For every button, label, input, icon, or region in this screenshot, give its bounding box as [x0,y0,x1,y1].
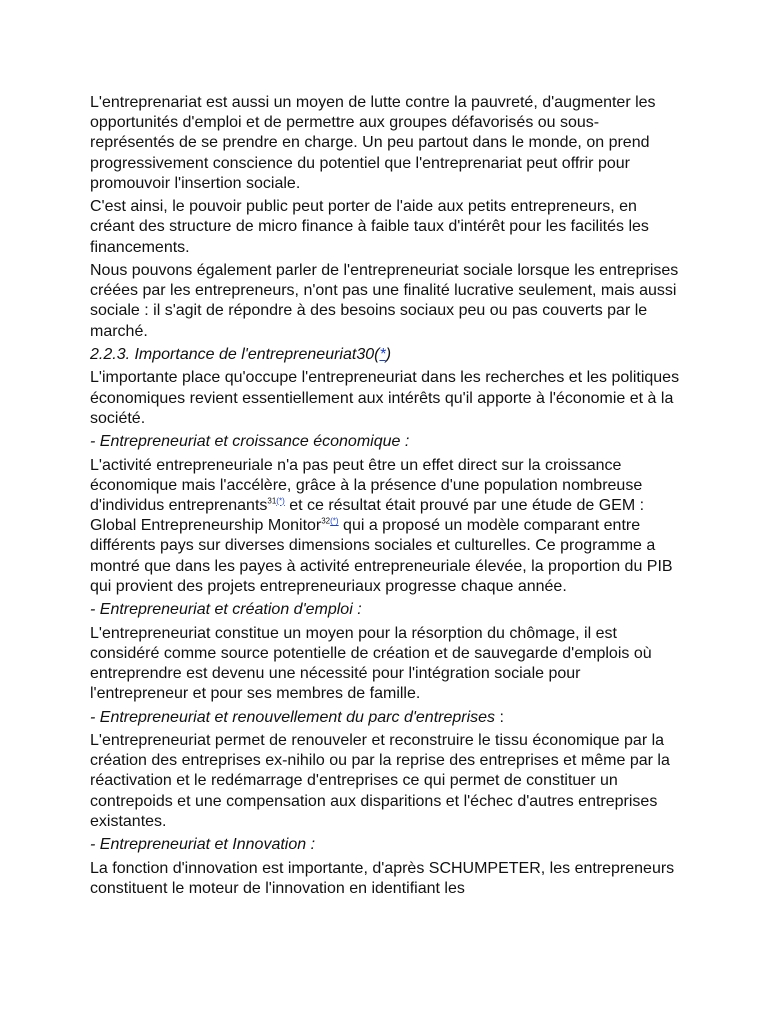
paragraph-poverty: L'entreprenariat est aussi un moyen de lutte contre la pauvreté, d'augmenter les opportunités d'emploi et de permettre aux groupes défavorisés ou sous-représentés de se prendre en charge. Un peu partout dans le monde, on prend progressivement conscience du potentiel que l'entreprenariat peut offrir pour promouvoir l'insertion sociale. [90,94,656,192]
footnote-32-link[interactable]: (*) [330,516,339,526]
footnote-30-link[interactable]: * [379,346,386,363]
paragraph-social-entrepreneurship: Nous pouvons également parler de l'entrepreneuriat sociale lorsque les entreprises créées par les entrepreneurs, n'ont pas une finalité lucrative seulement, mais aussi sociale : il s'agit de répondre à des besoins sociaux peu ou pas couverts par le marché. [90,262,679,340]
growth-text-part3: qui a proposé un modèle comparant entre différents pays sur diverses dimensions sociales et culturelles. Ce programme a montré que dans les payes à activité entrepreneuriale élevée, la proportion du PIB qui provient des projets entrepreneuriaux progresse chaque année. [90,517,673,595]
paragraph-growth [90,456,680,597]
paragraph-public-power: C'est ainsi, le pouvoir public peut porter de l'aide aux petits entrepreneurs, en créant des structure de micro finance à faible taux d'intérêt pour les facilités les financements. [90,198,649,256]
footnote-32 [321,517,338,526]
growth-text-part2: et ce résultat était prouvé par une étude de GEM : Global Entrepreneurship Monitor [90,496,645,535]
growth-text-part1: L'activité entrepreneuriale n'a pas peut être un effet direct sur la croissance économique mais l'accélère, grâce à la présence d'une population nombreuse d'individus entreprenants [90,456,643,514]
paragraph-innovation: La fonction d'innovation est importante, d'après SCHUMPETER, les entrepreneurs constituent le moteur de l'innovation en identifiant les [90,859,675,897]
section-heading-close: ) [385,346,392,363]
paragraph-renewal: L'entrepreneuriat permet de renouveler et reconstruire le tissu économique par la création des entreprises ex-nihilo ou par la reprise des entreprises et même par la réactivation et le redémarrage d'entreprises ce qui permet de constituer un contrepoids et une compensation aux disparitions et l'échec d'autres entreprises existantes. [90,731,670,830]
subheading-renewal [90,708,680,728]
footnote-31-number: 31 [267,496,277,506]
section-heading [90,345,680,365]
subheading-employment: - Entrepreneuriat et création d'emploi : [90,601,362,619]
subheading-renewal-title: - Entrepreneuriat et renouvellement du parc d'entreprises [90,708,496,726]
section-heading-text: 2.2.3. Importance de l'entrepreneuriat30( [90,346,380,363]
subheading-growth: - Entrepreneuriat et croissance économique : [90,433,410,451]
section-intro: L'importante place qu'occupe l'entrepreneuriat dans les recherches et les politiques économiques revient essentiellement aux intérêts qu'il apporte à l'économie et à la société. [90,369,680,427]
footnote-31 [267,497,284,506]
subheading-renewal-suffix: : [495,708,504,726]
subheading-innovation: - Entrepreneuriat et Innovation : [90,836,316,854]
document-page [90,93,680,902]
paragraph-employment: L'entrepreneuriat constitue un moyen pour la résorption du chômage, il est considéré comme source potentielle de création et de sauvegarde d'emplois où entreprendre est devenu une nécessité pour l'intégration sociale pour l'entrepreneur et pour ses membres de famille. [90,624,652,703]
footnote-31-link[interactable]: (*) [276,496,285,506]
footnote-32-number: 32 [321,516,331,526]
